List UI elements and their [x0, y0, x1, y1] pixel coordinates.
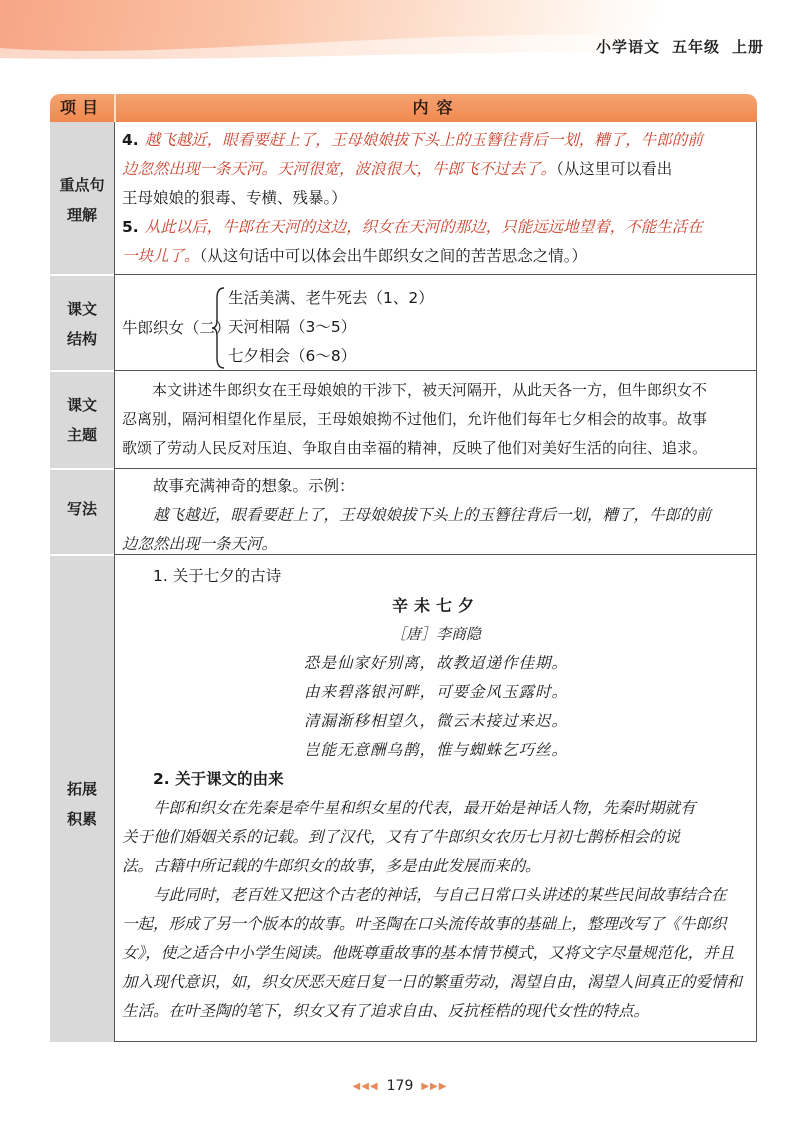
explanation-text: （从这里可以看出 — [556, 160, 673, 178]
volume-label: 上册 — [731, 38, 764, 56]
sentence-4 — [122, 126, 750, 155]
label-line: 积累 — [66, 810, 97, 828]
key-sentences-content — [122, 126, 750, 271]
row-label-writing — [50, 494, 114, 524]
content-table — [50, 94, 757, 1042]
poem-line: 由来碧落银河畔，可要金风玉露时。 — [303, 683, 568, 701]
book-title — [584, 36, 764, 57]
subject-label: 小学语文 — [595, 38, 660, 56]
grade-label: 五年级 — [671, 38, 720, 56]
quoted-text: 边忽然出现一条天河。天河很宽，波浪很大，牛郎飞不过去了。 — [122, 160, 557, 178]
row-label-structure — [50, 294, 114, 354]
writing-line: 故事充满神奇的想象。示例： — [153, 477, 355, 495]
sub-heading-origin: 2. 关于课文的由来 — [153, 770, 284, 788]
label-line: 理解 — [66, 206, 97, 224]
poem-line: 岂能无意酬乌鹊，惟与蜘蛛乞巧丝。 — [303, 741, 568, 759]
quoted-text: 一块儿了。 — [122, 247, 200, 265]
row-label-extension — [50, 774, 114, 834]
structure-root: 牛郎织女（二） — [122, 319, 231, 337]
page-number: 179 — [386, 1078, 414, 1094]
sentence-number: 5. — [122, 218, 139, 236]
writing-example: 边忽然出现一条天河。 — [122, 535, 278, 553]
structure-items — [228, 284, 434, 371]
origin-line: 生活。在叶圣陶的笔下，织女又有了追求自由、反抗桎梏的现代女性的特点。 — [122, 1002, 650, 1020]
quoted-text: 越飞越近，眼看要赶上了，王母娘娘拔下头上的玉簪往背后一划，糟了，牛郎的前 — [144, 131, 703, 149]
label-column — [50, 122, 114, 1042]
writing-example: 越飞越近，眼看要赶上了，王母娘娘拔下头上的玉簪往背后一划，糟了，牛郎的前 — [153, 506, 712, 524]
poem-line: 清漏渐移相望久，微云未接过来迟。 — [303, 712, 568, 730]
row-divider — [114, 468, 757, 469]
label-divider — [50, 468, 114, 470]
explanation-text: 王母娘娘的狠毒、专横、残暴。） — [122, 189, 347, 207]
left-arrows-icon: ◀◀◀ — [352, 1081, 379, 1092]
theme-line: 本文讲述牛郎织女在王母娘娘的干涉下，被天河隔开，从此天各一方，但牛郎织女不 — [152, 381, 708, 399]
extension-content — [122, 562, 750, 1026]
theme-line: 忍离别，隔河相望化作星辰，王母娘娘拗不过他们，允许他们每年七夕相会的故事。故事 — [122, 410, 708, 428]
sub-heading-poem: 1. 关于七夕的古诗 — [153, 567, 282, 585]
structure-item: 天河相隔（3～5） — [228, 318, 357, 336]
poem-line: 恐是仙家好别离，故教迢递作佳期。 — [303, 654, 568, 672]
theme-content — [122, 376, 750, 463]
label-line: 结构 — [66, 330, 97, 348]
theme-line: 歌颂了劳动人民反对压迫、争取自由幸福的精神，反映了他们对美好生活的向往、追求。 — [122, 439, 708, 457]
label-divider — [50, 554, 114, 556]
origin-line: 关于他们婚姻关系的记载。到了汉代，又有了牛郎织女农历七月初七鹊桥相会的说 — [122, 828, 681, 846]
structure-item: 生活美满、老牛死去（1、2） — [228, 289, 434, 307]
row-divider — [114, 274, 757, 275]
sentence-5-cont — [122, 242, 750, 271]
sentence-5 — [122, 213, 750, 242]
brace-icon — [210, 284, 226, 372]
right-arrows-icon: ▶▶▶ — [421, 1081, 448, 1092]
structure-diagram — [122, 284, 722, 372]
page-footer — [0, 1078, 800, 1094]
explanation-text: （从这句话中可以体会出牛郎织女之间的苦苦思念之情。） — [199, 247, 588, 265]
label-divider — [50, 274, 114, 276]
structure-item: 七夕相会（6～8） — [228, 347, 357, 365]
label-line: 写法 — [66, 500, 97, 518]
origin-line: 牛郎和织女在先秦是牵牛星和织女星的代表，最开始是神话人物，先秦时期就有 — [153, 799, 696, 817]
sentence-number: 4. — [122, 131, 139, 149]
label-line: 主题 — [66, 426, 97, 444]
row-label-key-sentences — [50, 170, 114, 230]
table-header — [50, 94, 757, 122]
writing-content — [122, 472, 750, 559]
origin-line: 一起，形成了另一个版本的故事。叶圣陶在口头流传故事的基础上，整理改写了《牛郎织 — [122, 915, 727, 933]
origin-line: 女》，使之适合中小学生阅读。他既尊重故事的基本情节模式，又将文字尽量规范化，并且 — [122, 944, 735, 962]
header-item-label: 项目 — [59, 98, 104, 117]
origin-line: 加入现代意识，如，织女厌恶天庭日复一日的繁重劳动，渴望自由，渴望人间真正的爱情和 — [122, 973, 743, 991]
origin-line: 法。古籍中所记载的牛郎织女的故事，多是由此发展而来的。 — [122, 857, 541, 875]
quoted-text: 从此以后，牛郎在天河的这边，织女在天河的那边，只能远远地望着，不能生活在 — [144, 218, 703, 236]
header-content-label: 内容 — [412, 98, 461, 117]
row-label-theme — [50, 390, 114, 450]
poem-title: 辛未七夕 — [391, 596, 480, 615]
label-line: 课文 — [66, 300, 97, 318]
poem-author: ［唐］李商隐 — [390, 625, 481, 643]
label-line: 重点句 — [59, 176, 105, 194]
origin-line: 与此同时，老百姓又把这个古老的神话，与自己日常口头讲述的某些民间故事结合在 — [153, 886, 727, 904]
label-line: 课文 — [66, 396, 97, 414]
sentence-4-cont — [122, 155, 750, 184]
label-line: 拓展 — [66, 780, 97, 798]
label-divider — [50, 370, 114, 372]
sentence-4-note — [122, 184, 750, 213]
